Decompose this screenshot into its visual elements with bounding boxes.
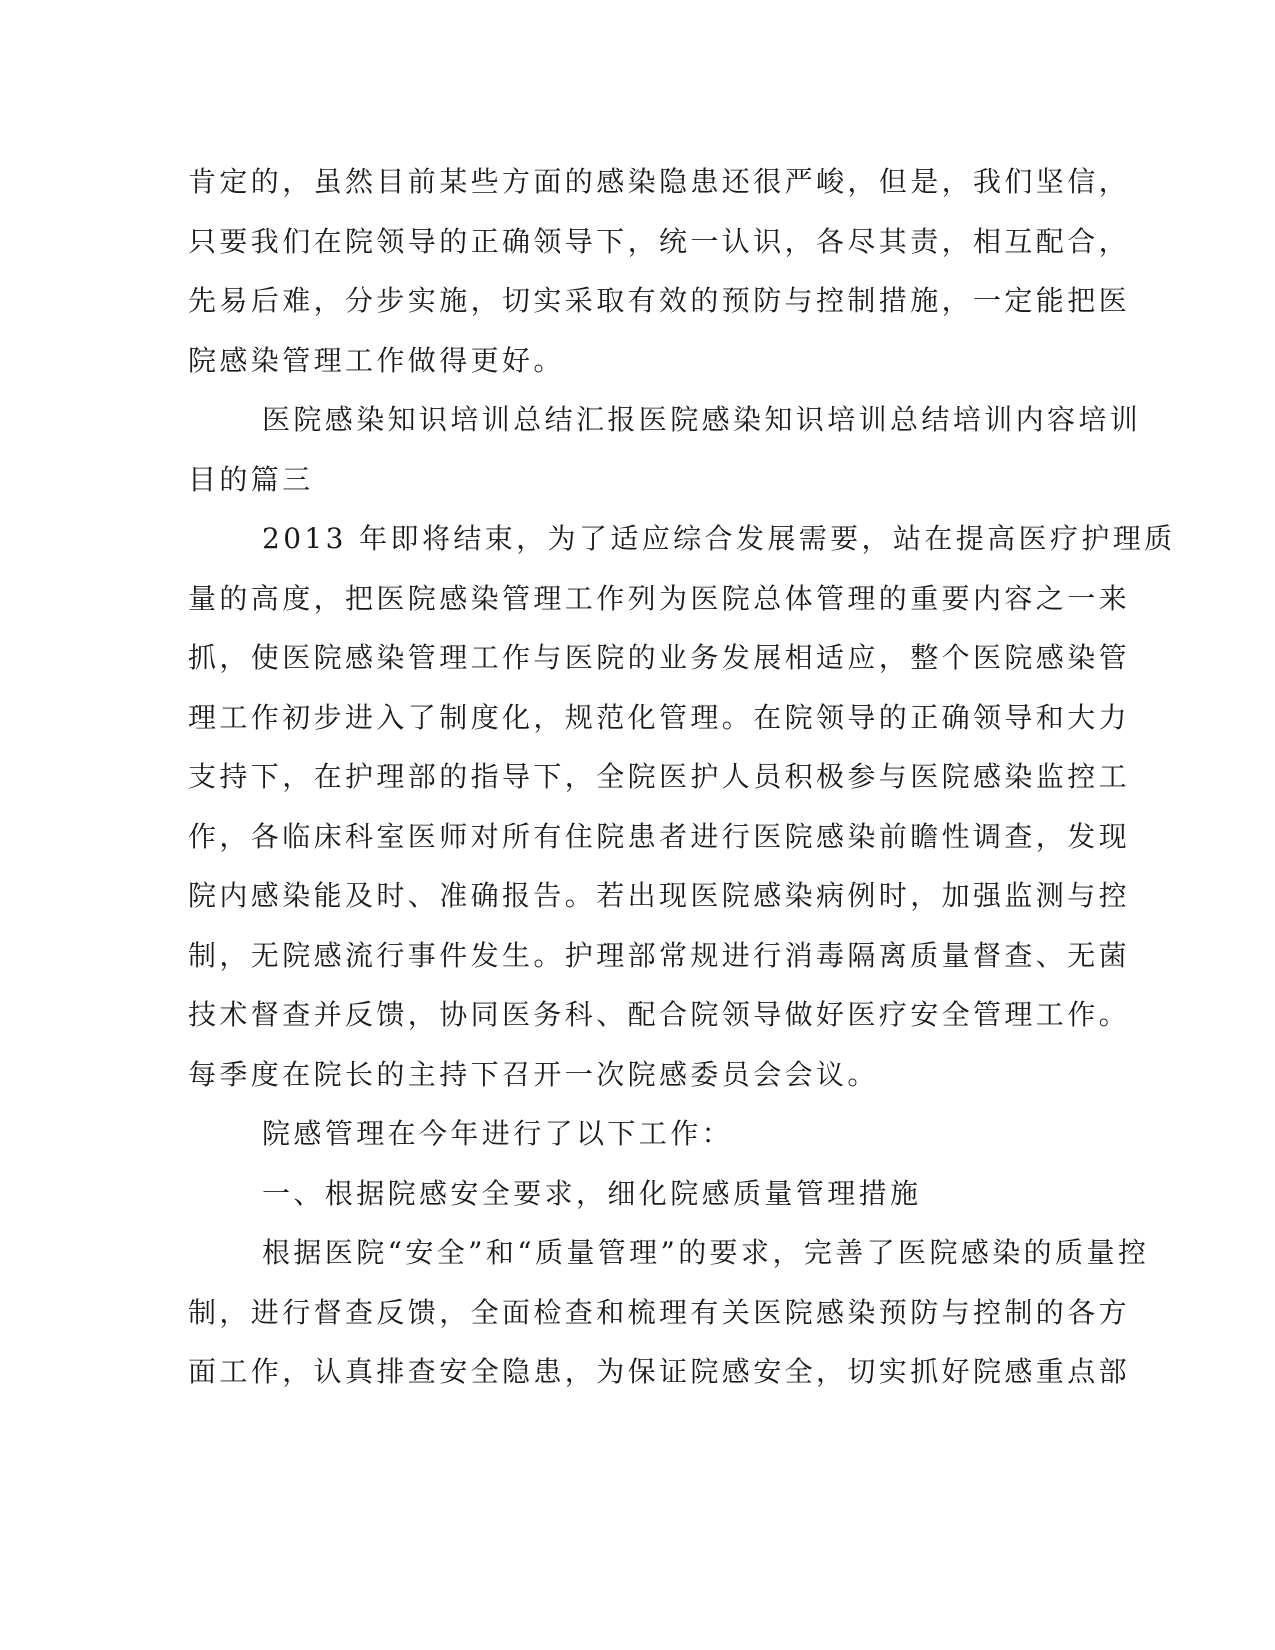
section-heading: 一、根据院感安全要求，细化院感质量管理措施 xyxy=(262,1177,922,1210)
text-line: 院感管理在今年进行了以下工作： xyxy=(262,1117,734,1150)
text-line: 制，无院感流行事件发生。护理部常规进行消毒隔离质量督查、无菌 xyxy=(188,939,1131,972)
text-line: 院内感染能及时、准确报告。若出现医院感染病例时，加强监测与控 xyxy=(188,879,1131,912)
text-line: 技术督查并反馈，协同医务科、配合院领导做好医疗安全管理工作。 xyxy=(188,998,1131,1031)
text-line: 2013 年即将结束，为了适应综合发展需要，站在提高医疗护理质 xyxy=(262,522,1176,555)
text-line: 面工作，认真排查安全隐患，为保证院感安全，切实抓好院感重点部 xyxy=(188,1355,1131,1388)
text-line: 只要我们在院领导的正确领导下，统一认识，各尽其责，相互配合， xyxy=(188,225,1131,258)
text-line: 先易后难，分步实施，切实采取有效的预防与控制措施，一定能把医 xyxy=(188,284,1131,317)
text-line: 抓，使医院感染管理工作与医院的业务发展相适应，整个医院感染管 xyxy=(188,641,1131,674)
text-line: 院感染管理工作做得更好。 xyxy=(188,344,565,377)
text-line: 理工作初步进入了制度化，规范化管理。在院领导的正确领导和大力 xyxy=(188,701,1131,734)
heading-line: 医院感染知识培训总结汇报医院感染知识培训总结培训内容培训 xyxy=(262,403,1142,436)
text-line: 每季度在院长的主持下召开一次院感委员会会议。 xyxy=(188,1058,879,1091)
text-line: 量的高度，把医院感染管理工作列为医院总体管理的重要内容之一来 xyxy=(188,582,1131,615)
heading-line: 目的篇三 xyxy=(188,463,314,496)
text-line: 根据医院“安全”和“质量管理”的要求，完善了医院感染的质量控 xyxy=(262,1236,1150,1269)
text-line: 肯定的，虽然目前某些方面的感染隐患还很严峻，但是，我们坚信， xyxy=(188,165,1131,198)
text-line: 作，各临床科室医师对所有住院患者进行医院感染前瞻性调查，发现 xyxy=(188,820,1131,853)
text-line: 制，进行督查反馈，全面检查和梳理有关医院感染预防与控制的各方 xyxy=(188,1296,1131,1329)
text-line: 支持下，在护理部的指导下，全院医护人员积极参与医院感染监控工 xyxy=(188,760,1131,793)
